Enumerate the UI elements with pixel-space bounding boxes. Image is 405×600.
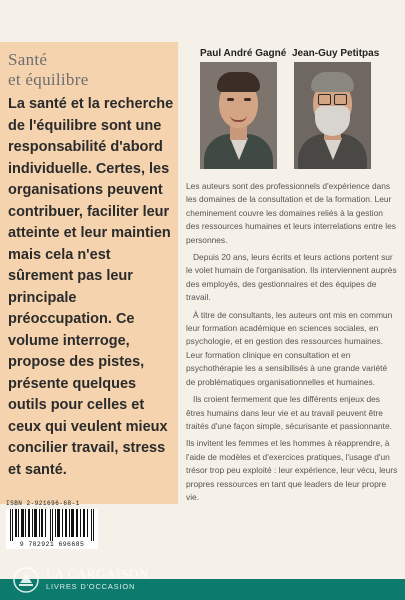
series-title-line2: et équilibre: [8, 70, 89, 89]
watermark-logo-icon: [12, 566, 40, 594]
barcode: [6, 509, 98, 549]
author-photo-petitpas: [294, 62, 371, 169]
paragraph-4: Ils croient fermement que les différents enjeux des êtres humains dans leur vie et au travail peuvent être traités d'une façon simple, sécurisante et passionnante.: [186, 394, 392, 431]
paragraph-5: Ils invitent les femmes et les hommes à réapprendre, à l'aide de modèles et d'exercices pratiques, l'usage d'un trésor trop peu exploité : leur expérience, leur vécu, leurs propres ressources en tant que leaders de leur propre vie.: [186, 438, 398, 502]
paragraph-1: Les auteurs sont des professionnels d'expérience dans les domaines de la consultation et de la formation. Leur cheminement couvre les domaines reliés à la gestion des ressources humaines et leurs interrelations entre les personnes.: [186, 181, 396, 245]
series-title-line1: Santé: [8, 50, 48, 69]
watermark-title: LA CARGAISON: [46, 566, 149, 581]
barcode-bars: [8, 509, 96, 541]
barcode-number: 9 782921 696685: [19, 541, 85, 548]
author-name-gagne: Paul André Gagné: [200, 48, 287, 59]
watermark-subtitle: LIVRES D'OCCASION: [46, 582, 136, 591]
author-name-petitpas: Jean-Guy Petitpas: [292, 48, 380, 59]
paragraph-3: À titre de consultants, les auteurs ont mis en commun leur formation académique en sciences sociales, en psychologie, et en gestion des ressources humaines. Leur formation clinique en consultation et en psychothérapie les a sensibilisés à une grande variété de problématiques organisationnelles et humaines.: [186, 309, 393, 387]
author-photo-gagne: [200, 62, 277, 169]
series-title: [8, 50, 168, 90]
blurb-text: La santé et la recherche de l'équilibre sont une responsabilité d'abord individuelle. Certes, les organisations peuvent contribuer, faciliter leur atteinte et leur maintien mais cela n'est sûrement pas leur principale préoccupation. Ce volume interroge, propose des pistes, présente quelques outils pour celles et ceux qui veulent mieux concilier travail, stress et santé.: [8, 96, 174, 478]
isbn-label: ISBN 2-921696-68-1: [6, 500, 80, 507]
author-description: [186, 180, 398, 508]
watermark: [6, 566, 156, 596]
paragraph-2: Depuis 20 ans, leurs écrits et leurs actions portent sur le volet humain de l'organisation. Ils interviennent auprès des employés, des gestionnaires et des équipes de travail.: [186, 252, 397, 303]
